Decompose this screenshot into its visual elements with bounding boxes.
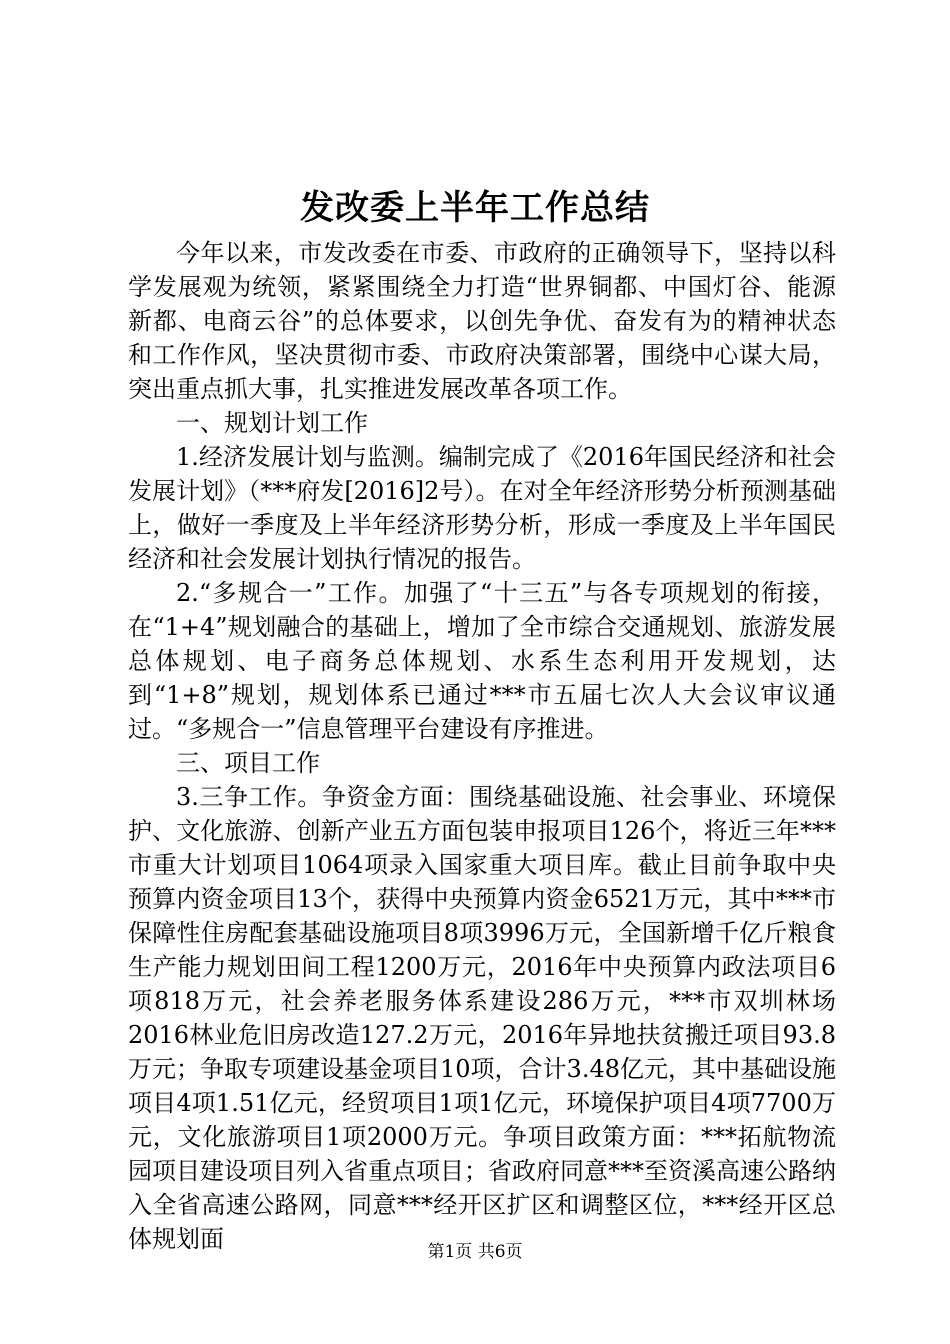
document-body bbox=[128, 236, 836, 1256]
intro-paragraph: 今年以来，市发改委在市委、市政府的正确领导下，坚持以科学发展观为统领，紧紧围绕全力打造“世界铜都、中国灯谷、能源新都、电商云谷”的总体要求，以创先争优、奋发有为的精神状态和工作作风，坚决贯彻市委、市政府决策部署，围绕中心谋大局，突出重点抓大事，扎实推进发展改革各项工作。 bbox=[128, 239, 836, 403]
page-footer: 第1页 共6页 bbox=[427, 1242, 523, 1262]
paragraph-multi-plan: 2.“多规合一”工作。加强了“十三五”与各专项规划的衔接，在“1+4”规划融合的基础上，增加了全市综合交通规划、旅游发展总体规划、电子商务总体规划、水系生态利用开发规划，达到“1+8”规划，规划体系已通过***市五届七次人大会议审议通过。“多规合一”信息管理平台建设有序推进。 bbox=[128, 579, 836, 743]
document-title: 发改委上半年工作总结 bbox=[300, 188, 650, 228]
section-heading-planning: 一、规划计划工作 bbox=[176, 409, 368, 437]
section-heading-projects: 三、项目工作 bbox=[176, 749, 320, 777]
paragraph-economic-plan: 1.经济发展计划与监测。编制完成了《2016年国民经济和社会发展计划》（***府发[2016]2号）。在对全年经济形势分析预测基础上，做好一季度及上半年经济形势分析，形成一季度及上半年国民经济和社会发展计划执行情况的报告。 bbox=[128, 443, 836, 573]
paragraph-three-strives: 3.三争工作。争资金方面：围绕基础设施、社会事业、环境保护、文化旅游、创新产业五方面包装申报项目126个，将近三年***市重大计划项目1064项录入国家重大项目库。截止目前争取中央预算内资金项目13个，获得中央预算内资金6521万元，其中***市保障性住房配套基础设施项目8项3996万元，全国新增千亿斤粮食生产能力规划田间工程1200万元，2016年中央预算内政法项目6项818万元，社会养老服务体系建设286万元，***市双圳林场2016林业危旧房改造127.2万元，2016年异地扶贫搬迁项目93.8万元；争取专项建设基金项目10项，合计3.48亿元，其中基础设施项目4项1.51亿元，经贸项目1项1亿元，环境保护项目4项7700万元，文化旅游项目1项2000万元。争项目政策方面：***拓航物流园项目建设项目列入省重点项目；省政府同意***至资溪高速公路纳入全省高速公路网，同意***经开区扩区和调整区位，***经开区总体规划面 bbox=[128, 783, 836, 1253]
